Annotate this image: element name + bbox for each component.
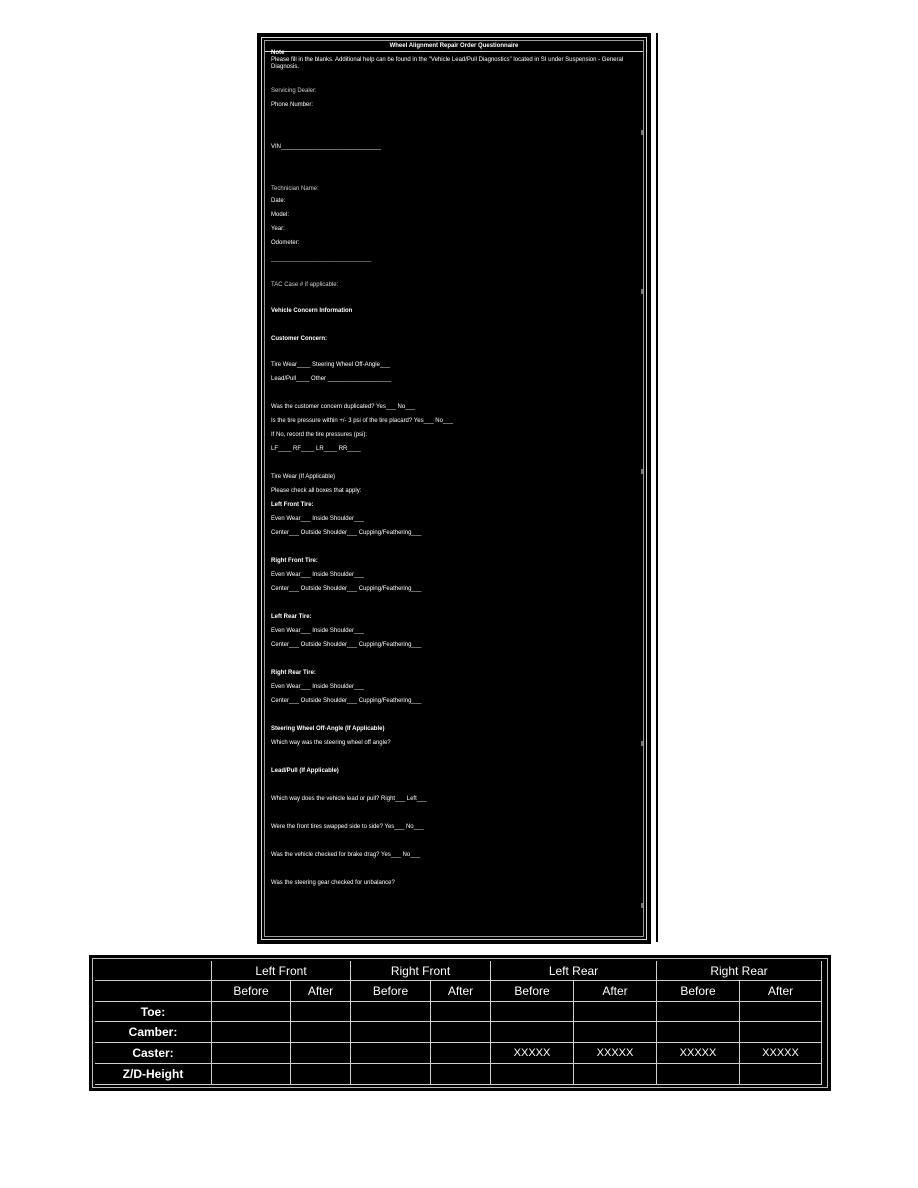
questionnaire-line: Which way does the vehicle lead or pull? Right___ Left___ xyxy=(271,796,427,802)
table-cell xyxy=(491,1064,574,1085)
table-cell xyxy=(291,1022,351,1043)
questionnaire-body xyxy=(264,40,644,937)
questionnaire-line: Steering Wheel Off-Angle (If Applicable) xyxy=(271,726,385,732)
table-cell xyxy=(491,1022,574,1043)
questionnaire-line: Odometer: xyxy=(271,240,300,246)
table-subheader: Before xyxy=(491,981,574,1002)
table-row-label: Camber: xyxy=(95,1022,212,1043)
table-subheader: Before xyxy=(351,981,431,1002)
table-row-label: Caster: xyxy=(95,1043,212,1064)
questionnaire-line: TAC Case # if applicable: xyxy=(271,282,339,288)
questionnaire-line: Center___ Outside Shoulder___ Cupping/Feathering___ xyxy=(271,586,422,592)
questionnaire-line: ______________________________ xyxy=(271,256,372,262)
table-cell: XXXXX xyxy=(574,1043,657,1064)
table-cell xyxy=(351,1043,431,1064)
questionnaire-line: Was the steering gear checked for unbalance? xyxy=(271,880,395,886)
questionnaire-line: Right Front Tire: xyxy=(271,558,318,564)
questionnaire-line: Is the tire pressure within +/- 3 psi of the tire placard? Yes___ No___ xyxy=(271,418,453,424)
frame-tick xyxy=(641,903,643,908)
questionnaire-line: Model: xyxy=(271,212,290,218)
questionnaire-panel xyxy=(257,33,651,944)
table-subheader: Before xyxy=(657,981,740,1002)
frame-tick xyxy=(641,289,643,294)
table-cell xyxy=(574,1002,657,1022)
table-row-label: Toe: xyxy=(95,1002,212,1022)
table-cell xyxy=(212,1002,291,1022)
table-cell xyxy=(657,1064,740,1085)
questionnaire-line: Even Wear___ Inside Shoulder___ xyxy=(271,684,364,690)
questionnaire-line: Was the customer concern duplicated? Yes___ No___ xyxy=(271,404,416,410)
table-cell: XXXXX xyxy=(740,1043,822,1064)
table-cell xyxy=(574,1064,657,1085)
questionnaire-line: Center___ Outside Shoulder___ Cupping/Feathering___ xyxy=(271,642,422,648)
table-cell xyxy=(740,1002,822,1022)
questionnaire-line: Center___ Outside Shoulder___ Cupping/Feathering___ xyxy=(271,698,422,704)
table-cell xyxy=(431,1002,491,1022)
questionnaire-line: Lead/Pull (If Applicable) xyxy=(271,768,339,774)
table-row-label: Z/D-Height xyxy=(95,1064,212,1085)
questionnaire-line: Left Front Tire: xyxy=(271,502,314,508)
table-cell xyxy=(351,1002,431,1022)
table-corner xyxy=(95,981,212,1002)
questionnaire-line: Tire Wear____ Steering Wheel Off-Angle___ xyxy=(271,362,390,368)
questionnaire-line: Please fill in the blanks. Additional help can be found in the "Vehicle Lead/Pull Diagnostics" located in SI under Suspension - General Diagnosis. xyxy=(271,57,624,70)
questionnaire-line: If No, record the tire pressures (psi): xyxy=(271,432,368,438)
alignment-table xyxy=(89,955,831,1091)
table-cell: XXXXX xyxy=(491,1043,574,1064)
page-right-rule xyxy=(656,33,658,942)
questionnaire-line: Even Wear___ Inside Shoulder___ xyxy=(271,516,364,522)
questionnaire-line: Phone Number: xyxy=(271,102,314,108)
questionnaire-line: LF____ RF____ LR____ RR____ xyxy=(271,446,361,452)
questionnaire-line: Tire Wear (If Applicable) xyxy=(271,474,336,480)
questionnaire-line: Please check all boxes that apply: xyxy=(271,488,362,494)
table-group-header: Right Front xyxy=(351,961,491,981)
table-subheader: After xyxy=(740,981,822,1002)
questionnaire-line: Left Rear Tire: xyxy=(271,614,312,620)
questionnaire-line: Which way was the steering wheel off angle? xyxy=(271,740,391,746)
table-subheader: After xyxy=(574,981,657,1002)
questionnaire-line: VIN______________________________ xyxy=(271,144,382,150)
table-cell xyxy=(491,1002,574,1022)
frame-tick xyxy=(641,130,643,135)
questionnaire-frame xyxy=(261,37,647,940)
table-cell xyxy=(740,1064,822,1085)
questionnaire-line: Technician Name: xyxy=(271,186,319,192)
table-cell xyxy=(212,1064,291,1085)
questionnaire-line: Customer Concern: xyxy=(271,336,328,342)
questionnaire-line: Lead/Pull____ Other ___________________ xyxy=(271,376,392,382)
table-subheader: After xyxy=(291,981,351,1002)
table-cell xyxy=(431,1043,491,1064)
table-group-header: Left Rear xyxy=(491,961,657,981)
table-cell xyxy=(431,1022,491,1043)
frame-tick xyxy=(641,469,643,474)
questionnaire-line: Even Wear___ Inside Shoulder___ xyxy=(271,572,364,578)
table-cell xyxy=(291,1064,351,1085)
questionnaire-line: Year: xyxy=(271,226,285,232)
questionnaire-line: Were the front tires swapped side to side? Yes___ No___ xyxy=(271,824,424,830)
table-group-header: Right Rear xyxy=(657,961,822,981)
table-cell xyxy=(212,1022,291,1043)
table-cell xyxy=(740,1022,822,1043)
table-corner xyxy=(95,961,212,981)
questionnaire-line: Vehicle Concern Information xyxy=(271,308,353,314)
table-cell xyxy=(291,1043,351,1064)
questionnaire-line: Center___ Outside Shoulder___ Cupping/Feathering___ xyxy=(271,530,422,536)
table-subheader: Before xyxy=(212,981,291,1002)
table-cell xyxy=(351,1022,431,1043)
questionnaire-line: Note xyxy=(271,50,285,56)
table-cell xyxy=(212,1043,291,1064)
table-group-header: Left Front xyxy=(212,961,351,981)
table-cell xyxy=(351,1064,431,1085)
table-cell xyxy=(431,1064,491,1085)
table-cell xyxy=(574,1022,657,1043)
table-cell xyxy=(657,1022,740,1043)
table-cell: XXXXX xyxy=(657,1043,740,1064)
table-cell xyxy=(291,1002,351,1022)
questionnaire-line: Servicing Dealer: xyxy=(271,88,317,94)
questionnaire-title: Wheel Alignment Repair Order Questionnaire xyxy=(265,41,643,52)
table-subheader: After xyxy=(431,981,491,1002)
questionnaire-line: Was the vehicle checked for brake drag? Yes___ No___ xyxy=(271,852,421,858)
table-cell xyxy=(657,1002,740,1022)
questionnaire-line: Date: xyxy=(271,198,286,204)
frame-tick xyxy=(641,741,643,746)
questionnaire-line: Right Rear Tire: xyxy=(271,670,316,676)
questionnaire-line: Even Wear___ Inside Shoulder___ xyxy=(271,628,364,634)
